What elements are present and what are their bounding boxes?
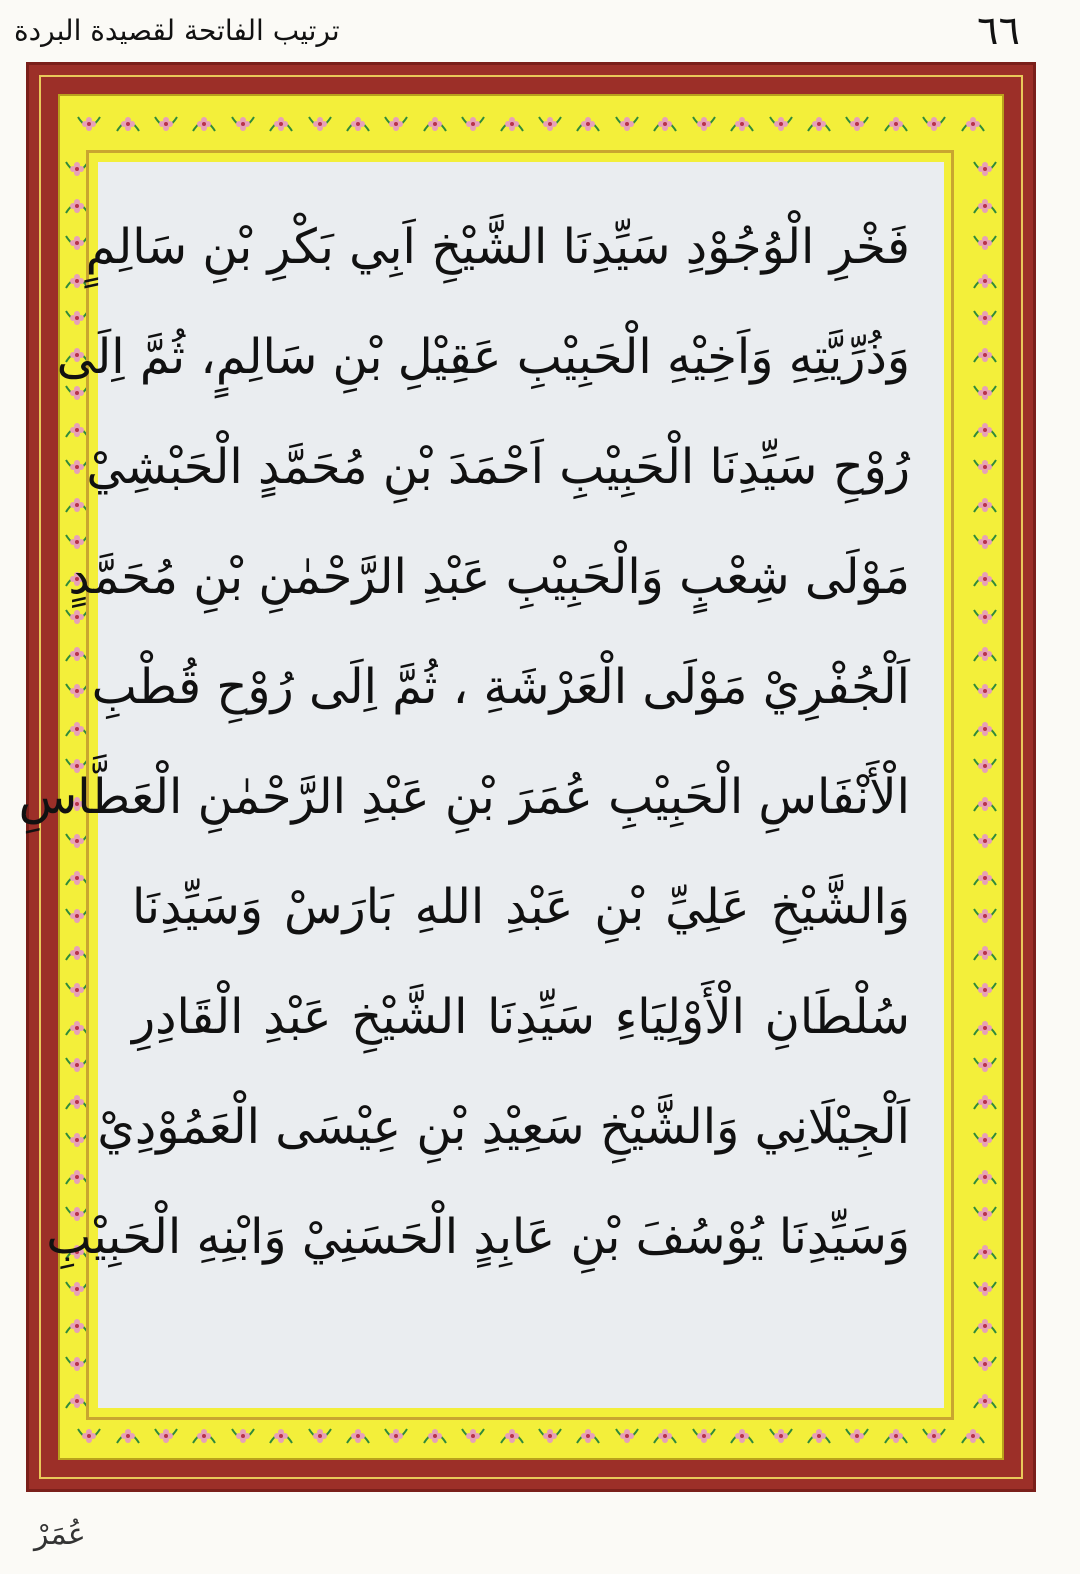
floral-ornament-icon — [460, 111, 486, 137]
floral-ornament-icon — [921, 1423, 947, 1449]
text-line-4: مَوْلَى شِعْبٍ وَالْحَبِيْبِ عَبْدِ الرَّحْمٰنِ بْنِ مُحَمَّدٍ — [68, 549, 910, 605]
floral-ornament-icon — [115, 111, 141, 137]
floral-ornament-icon — [768, 1423, 794, 1449]
floral-ornament-icon — [768, 111, 794, 137]
floral-ornament-icon — [499, 1423, 525, 1449]
floral-ornament-icon — [972, 1388, 998, 1414]
floral-ornament-icon — [972, 1239, 998, 1265]
floral-ornament-icon — [960, 111, 986, 137]
floral-ornament-icon — [691, 111, 717, 137]
floral-ornament-icon — [972, 791, 998, 817]
floral-ornament-icon — [460, 1423, 486, 1449]
floral-ornament-icon — [972, 716, 998, 742]
floral-ornament-icon — [115, 1423, 141, 1449]
floral-ornament-icon — [972, 529, 998, 555]
text-line-5: اَلْجُفْرِيْ مَوْلَى الْعَرْشَةِ ، ثُمَّ اِلَى رُوْحِ قُطْبِ — [91, 659, 910, 715]
floral-ornament-icon — [191, 1423, 217, 1449]
floral-ornament-icon — [307, 111, 333, 137]
floral-ornament-icon — [575, 1423, 601, 1449]
floral-ornament-icon — [652, 111, 678, 137]
floral-ornament-icon — [972, 641, 998, 667]
floral-ornament-icon — [153, 111, 179, 137]
signature: عُمَرْ — [34, 1517, 86, 1552]
floral-ornament-icon — [921, 111, 947, 137]
floral-ornament-icon — [972, 417, 998, 443]
floral-ornament-icon — [972, 268, 998, 294]
floral-ornament-icon — [972, 1351, 998, 1377]
text-line-1: فَخْرِ الْوُجُوْدِ سَيِّدِنَا الشَّيْخِ اَبِي بَكْرِ بْنِ سَالِمٍ — [85, 219, 910, 275]
text-line-9: اَلْجِيْلَانِي وَالشَّيْخِ سَعِيْدِ بْنِ عِيْسَى الْعَمُوْدِيْ — [97, 1099, 910, 1155]
floral-ornament-icon — [972, 1201, 998, 1227]
floral-ornament-icon — [972, 1276, 998, 1302]
floral-ornament-icon — [972, 305, 998, 331]
floral-ornament-icon — [499, 111, 525, 137]
floral-ornament-icon — [422, 111, 448, 137]
floral-ornament-icon — [345, 1423, 371, 1449]
floral-ornament-icon — [268, 111, 294, 137]
floral-ornament-icon — [972, 380, 998, 406]
floral-ornament-icon — [345, 111, 371, 137]
floral-ornament-icon — [844, 111, 870, 137]
floral-ornament-icon — [383, 1423, 409, 1449]
floral-ornament-icon — [844, 1423, 870, 1449]
floral-ornament-icon — [972, 604, 998, 630]
text-line-3: رُوْحِ سَيِّدِنَا الْحَبِيْبِ اَحْمَدَ بْنِ مُحَمَّدٍ الْحَبْشِيْ — [86, 439, 910, 495]
floral-ornament-icon — [268, 1423, 294, 1449]
floral-ornament-icon — [652, 1423, 678, 1449]
floral-ornament-icon — [691, 1423, 717, 1449]
floral-ornament-icon — [972, 903, 998, 929]
floral-ornament-icon — [230, 111, 256, 137]
floral-ornament-icon — [230, 1423, 256, 1449]
floral-ornament-icon — [575, 111, 601, 137]
text-line-10: وَسَيِّدِنَا يُوْسُفَ بْنِ عَابِدٍ الْحَسَنِيْ وَابْنِهِ الْحَبِيْبِ — [46, 1209, 910, 1265]
text-line-2: وَذُرِّيَّتِهِ وَاَخِيْهِ الْحَبِيْبِ عَقِيْلِ بْنِ سَالِمٍ، ثُمَّ اِلَى — [56, 329, 910, 385]
floral-ornament-icon — [972, 454, 998, 480]
floral-ornament-icon — [972, 1313, 998, 1339]
floral-ornament-icon — [972, 1089, 998, 1115]
floral-ornament-icon — [972, 1052, 998, 1078]
floral-ornament-icon — [806, 1423, 832, 1449]
floral-ornament-icon — [972, 1164, 998, 1190]
floral-ornament-icon — [806, 111, 832, 137]
text-line-6: الْأَنْفَاسِ الْحَبِيْبِ عُمَرَ بْنِ عَبْدِ الرَّحْمٰنِ الْعَطَّاسِ — [18, 769, 910, 825]
floral-ornament-icon — [191, 111, 217, 137]
floral-ornament-icon — [883, 1423, 909, 1449]
floral-ornament-icon — [76, 111, 102, 137]
floral-ornament-icon — [153, 1423, 179, 1449]
floral-ornament-icon — [729, 1423, 755, 1449]
floral-ornament-icon — [76, 1423, 102, 1449]
text-line-8: سُلْطَانِ الْأَوْلِيَاءِ سَيِّدِنَا الشَّيْخِ عَبْدِ الْقَادِرِ — [132, 989, 910, 1045]
floral-ornament-icon — [972, 230, 998, 256]
floral-ornament-icon — [972, 566, 998, 592]
floral-ornament-icon — [960, 1423, 986, 1449]
floral-ornament-icon — [972, 977, 998, 1003]
floral-ornament-icon — [422, 1423, 448, 1449]
floral-ornament-icon — [972, 492, 998, 518]
floral-ornament-icon — [972, 1127, 998, 1153]
floral-ornament-icon — [972, 753, 998, 779]
floral-ornament-icon — [972, 193, 998, 219]
floral-ornament-icon — [972, 940, 998, 966]
floral-ornament-icon — [972, 678, 998, 704]
floral-ornament-icon — [972, 156, 998, 182]
floral-ornament-icon — [972, 1015, 998, 1041]
ornament-border-right — [970, 150, 1000, 1420]
floral-ornament-icon — [614, 1423, 640, 1449]
floral-ornament-icon — [883, 111, 909, 137]
floral-ornament-icon — [972, 865, 998, 891]
floral-ornament-icon — [972, 828, 998, 854]
page-number: ٦٦ — [977, 8, 1020, 54]
floral-ornament-icon — [614, 111, 640, 137]
ornament-border-top — [70, 106, 992, 142]
floral-ornament-icon — [537, 1423, 563, 1449]
running-header-title: ترتيب الفاتحة لقصيدة البردة — [14, 14, 340, 47]
ornament-border-bottom — [70, 1418, 992, 1454]
floral-ornament-icon — [307, 1423, 333, 1449]
floral-ornament-icon — [972, 342, 998, 368]
floral-ornament-icon — [729, 111, 755, 137]
text-line-7: وَالشَّيْخِ عَلِيِّ بْنِ عَبْدِ اللهِ بَارَسْ وَسَيِّدِنَا — [132, 879, 910, 935]
text-panel — [18, 162, 944, 1408]
floral-ornament-icon — [383, 111, 409, 137]
floral-ornament-icon — [537, 111, 563, 137]
